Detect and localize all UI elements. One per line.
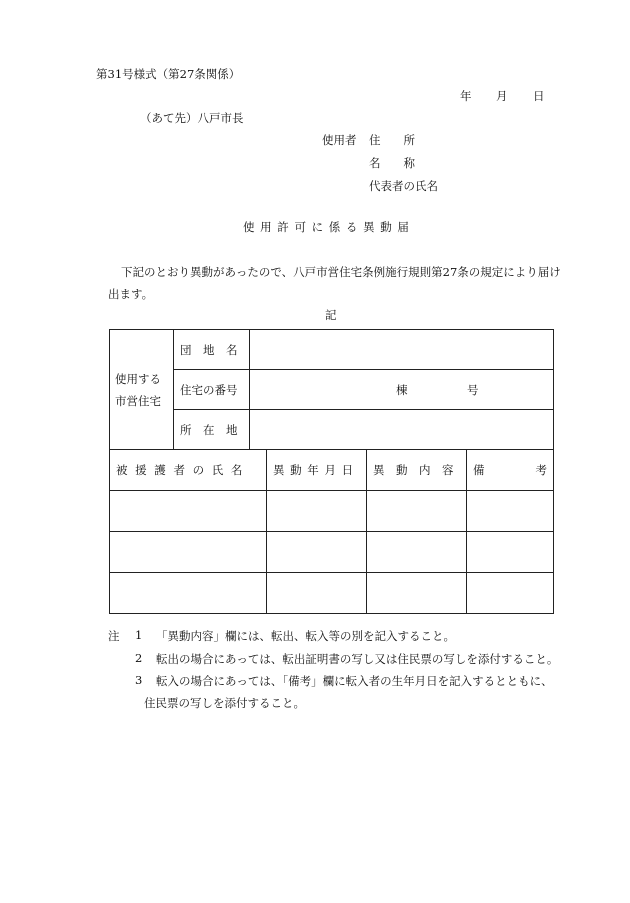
- cell-date[interactable]: [267, 491, 367, 532]
- note-1-number: 1: [135, 628, 143, 642]
- note-1-text: 「異動内容」欄には、転出、転入等の別を記入すること。: [156, 629, 455, 643]
- cell-name[interactable]: [110, 491, 267, 532]
- note-2-number: 2: [135, 651, 143, 665]
- header-name: 被 援 護 者 の 氏 名: [110, 450, 267, 491]
- applicant-representative-label: 代表者の氏名: [369, 179, 438, 193]
- change-table: [109, 329, 554, 614]
- estate-label: 団 地 名: [174, 330, 250, 370]
- applicant-name-label: 名 称: [369, 156, 415, 170]
- date-day: 日: [533, 89, 545, 103]
- house-number-value[interactable]: [250, 370, 554, 410]
- table-row: [110, 532, 554, 573]
- cell-content[interactable]: [367, 573, 467, 614]
- note-2-text: 転出の場合にあっては、転出証明書の写し又は住民票の写しを添付すること。: [156, 652, 559, 666]
- form-number: 第31号様式（第27条関係）: [96, 67, 241, 81]
- cell-content[interactable]: [367, 532, 467, 573]
- cell-name[interactable]: [110, 573, 267, 614]
- ki-heading: 記: [325, 308, 337, 322]
- header-content: 異 動 内 容: [367, 450, 467, 491]
- cell-date[interactable]: [267, 532, 367, 573]
- estate-value[interactable]: [250, 330, 554, 370]
- cell-remarks[interactable]: [467, 491, 554, 532]
- housing-section-label-line1: 使用する: [115, 371, 161, 386]
- housing-section-label-line2: 市営住宅: [115, 393, 161, 408]
- house-number-label: 住宅の番号: [174, 370, 250, 410]
- header-remarks: [467, 450, 554, 491]
- header-date: 異 動 年 月 日: [267, 450, 367, 491]
- applicant-label: 使用者: [322, 133, 357, 147]
- applicant-address-label: 住 所: [369, 133, 415, 147]
- building-unit: 棟: [396, 383, 408, 397]
- number-unit: 号: [467, 383, 479, 397]
- form-title: 使 用 許 可 に 係 る 異 動 届: [243, 220, 410, 234]
- location-value[interactable]: [250, 410, 554, 450]
- cell-date[interactable]: [267, 573, 367, 614]
- cell-content[interactable]: [367, 491, 467, 532]
- table-row: [110, 573, 554, 614]
- housing-section-label: [110, 330, 174, 450]
- table-row: [110, 491, 554, 532]
- addressee: （あて先）八戸市長: [140, 111, 244, 125]
- header-remarks-2: 考: [535, 463, 547, 477]
- note-3-number: 3: [135, 673, 143, 687]
- notes-label: 注: [108, 629, 120, 643]
- date-year: 年: [460, 89, 472, 103]
- cell-remarks[interactable]: [467, 532, 554, 573]
- cell-remarks[interactable]: [467, 573, 554, 614]
- body-text-line2: 出ます。: [108, 287, 154, 301]
- header-remarks-1: 備: [473, 463, 485, 477]
- location-label: 所 在 地: [174, 410, 250, 450]
- body-text-line1: 下記のとおり異動があったので、八戸市営住宅条例施行規則第27条の規定により届け: [121, 265, 561, 279]
- date-line: [460, 88, 545, 104]
- note-3-text-continued: 住民票の写しを添付すること。: [144, 696, 305, 710]
- cell-name[interactable]: [110, 532, 267, 573]
- note-3-text: 転入の場合にあっては、「備考」欄に転入者の生年月日を記入するとともに、: [156, 674, 553, 688]
- date-month: 月: [496, 89, 508, 103]
